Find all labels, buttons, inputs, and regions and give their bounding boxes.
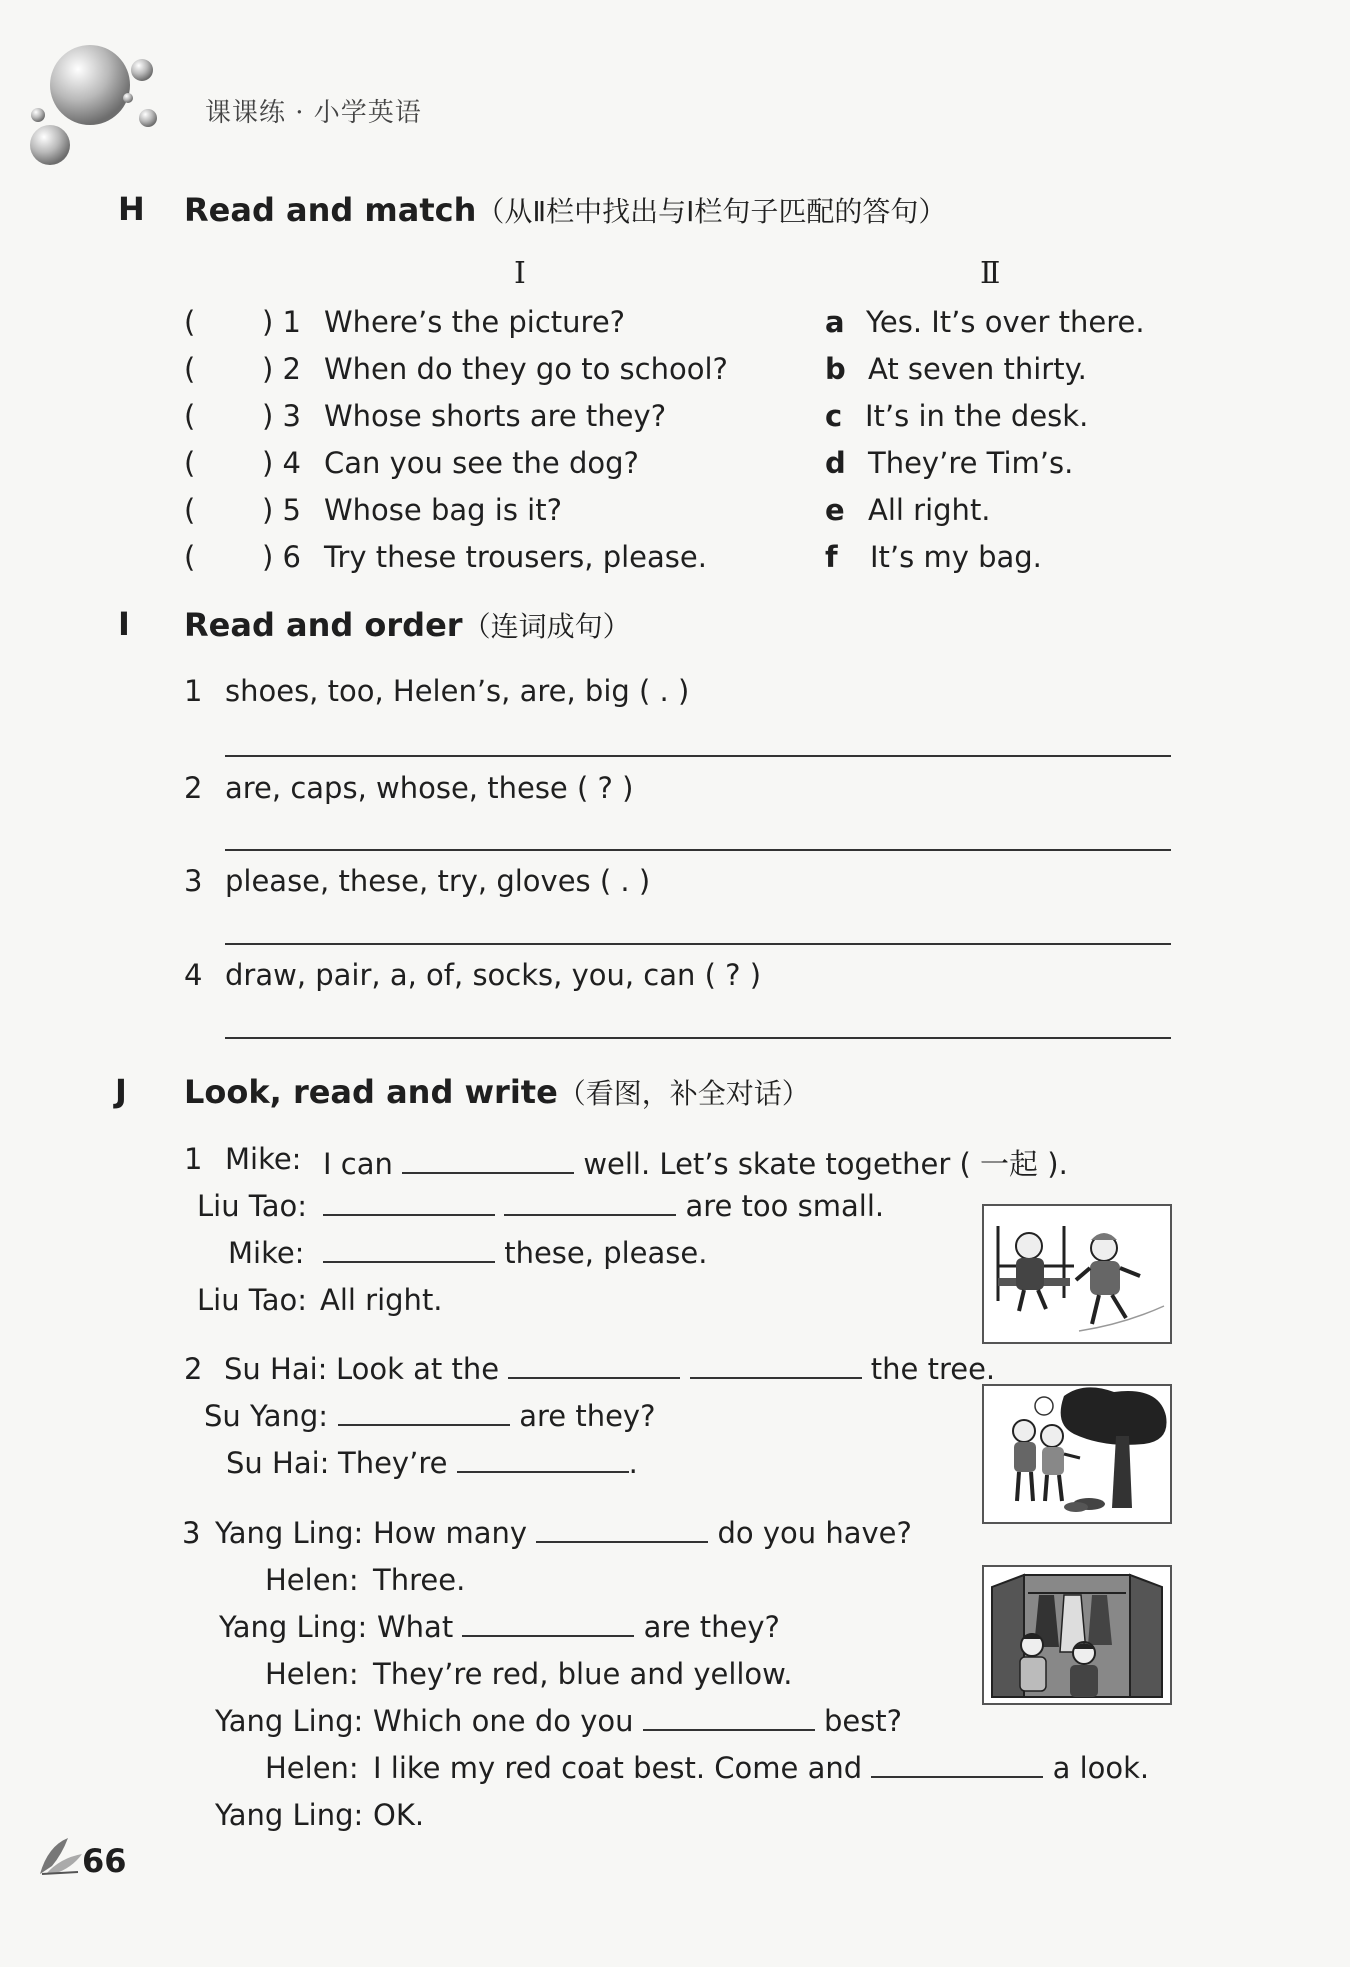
question-row-1 <box>184 305 195 339</box>
dialogue-text: I like my red coat best. Come and <box>373 1751 863 1785</box>
dialogue-3-line-3 <box>377 1610 780 1644</box>
answer-bracket-open[interactable]: ( <box>184 305 196 339</box>
question-text-5: Whose bag is it? <box>324 493 562 527</box>
order-item-number-1: 1 <box>184 674 203 708</box>
dialogue-2-line-2 <box>338 1399 655 1433</box>
page-number: 66 <box>82 1842 127 1880</box>
answer-text-c: It’s in the desk. <box>865 399 1089 433</box>
order-item-text-3: please, these, try, gloves ( . ) <box>225 864 651 898</box>
question-text-3: Whose shorts are they? <box>324 399 667 433</box>
fill-blank[interactable] <box>643 1707 815 1731</box>
answer-letter-a: a <box>825 305 845 339</box>
question-row-4 <box>184 446 195 480</box>
answer-text-e: All right. <box>868 493 991 527</box>
section-h-title-en: Read and match <box>184 191 477 229</box>
dialogue-2-line-3 <box>338 1446 638 1480</box>
leaf-icon <box>38 1836 84 1876</box>
dialogue-text: best? <box>823 1704 903 1738</box>
fill-blank[interactable] <box>402 1150 574 1174</box>
order-item-text-2: are, caps, whose, these ( ? ) <box>225 771 634 805</box>
section-j-title-cn: （看图，补全对话） <box>557 1077 810 1110</box>
dialogue-text: are too small. <box>685 1189 885 1223</box>
answer-line-2[interactable] <box>225 849 1171 851</box>
tree-shoes-illustration <box>982 1384 1172 1524</box>
question-row-2 <box>184 352 195 386</box>
question-row-6 <box>184 540 195 574</box>
answer-bracket-open[interactable]: ( <box>184 352 196 386</box>
section-h-title <box>184 190 946 230</box>
dialogue-2-speaker-1: Su Hai: <box>224 1352 328 1386</box>
answer-bracket-open[interactable]: ( <box>184 540 196 574</box>
dialogue-text: How many <box>373 1516 528 1550</box>
wardrobe-illustration <box>982 1565 1172 1705</box>
dialogue-3-speaker-4: Helen: <box>265 1657 359 1691</box>
dialogue-1-number: 1 <box>184 1142 203 1176</box>
column-2-header: Ⅱ <box>980 256 1001 291</box>
section-i-title-cn: （连词成句） <box>462 610 631 643</box>
dialogue-text: these, please. <box>504 1236 708 1270</box>
fill-blank[interactable] <box>338 1402 510 1426</box>
question-number-6: ) 6 <box>262 540 301 574</box>
dialogue-1-line-4: All right. <box>320 1283 443 1317</box>
dialogue-2-line-1 <box>336 1352 995 1386</box>
dialogue-text: are they? <box>643 1610 780 1644</box>
dialogue-3-speaker-1: Yang Ling: <box>215 1516 364 1550</box>
dialogue-3-speaker-5: Yang Ling: <box>215 1704 364 1738</box>
order-item-number-2: 2 <box>184 771 203 805</box>
dialogue-text: What <box>377 1610 454 1644</box>
section-j-title <box>184 1072 810 1112</box>
dialogue-text: a look. <box>1052 1751 1150 1785</box>
dialogue-text: . <box>628 1446 638 1480</box>
answer-text-f: It’s my bag. <box>870 540 1042 574</box>
answer-bracket-open[interactable]: ( <box>184 399 196 433</box>
skating-illustration <box>982 1204 1172 1344</box>
dialogue-1-speaker-3: Mike: <box>228 1236 305 1270</box>
question-number-4: ) 4 <box>262 446 301 480</box>
order-item-text-4: draw, pair, a, of, socks, you, can ( ? ) <box>225 958 762 992</box>
fill-blank[interactable] <box>690 1355 862 1379</box>
question-number-1: ) 1 <box>262 305 301 339</box>
section-h-title-cn: （从Ⅱ栏中找出与Ⅰ栏句子匹配的答句） <box>476 195 947 228</box>
dialogue-3-line-1 <box>373 1516 912 1550</box>
answer-line-3[interactable] <box>225 943 1171 945</box>
fill-blank[interactable] <box>508 1355 680 1379</box>
question-text-4: Can you see the dog? <box>324 446 639 480</box>
answer-text-d: They’re Tim’s. <box>868 446 1074 480</box>
section-i-title <box>184 605 631 645</box>
answer-text-b: At seven thirty. <box>868 352 1087 386</box>
dialogue-2-speaker-3: Su Hai: <box>226 1446 330 1480</box>
answer-bracket-open[interactable]: ( <box>184 446 196 480</box>
dialogue-1-line-3 <box>323 1236 707 1270</box>
question-row-3 <box>184 399 195 433</box>
column-1-header: Ⅰ <box>514 256 526 291</box>
dialogue-3-line-2: Three. <box>373 1563 466 1597</box>
bubbles-decoration <box>20 40 170 170</box>
order-item-number-4: 4 <box>184 958 203 992</box>
fill-blank[interactable] <box>504 1192 676 1216</box>
dialogue-2-number: 2 <box>184 1352 203 1386</box>
answer-bracket-open[interactable]: ( <box>184 493 196 527</box>
order-item-text-1: shoes, too, Helen’s, are, big ( . ) <box>225 674 690 708</box>
section-j-title-en: Look, read and write <box>184 1073 558 1111</box>
dialogue-3-line-7: OK. <box>373 1798 425 1832</box>
fill-blank[interactable] <box>457 1449 629 1473</box>
section-h-letter: H <box>118 190 145 228</box>
dialogue-3-number: 3 <box>182 1516 201 1550</box>
dialogue-3-speaker-3: Yang Ling: <box>219 1610 368 1644</box>
answer-letter-b: b <box>825 352 846 386</box>
header-title: 课课练 · 小学英语 <box>205 98 422 128</box>
dialogue-2-speaker-2: Su Yang: <box>204 1399 329 1433</box>
question-number-3: ) 3 <box>262 399 301 433</box>
question-row-5 <box>184 493 195 527</box>
dialogue-3-line-4: They’re red, blue and yellow. <box>373 1657 793 1691</box>
section-i-title-en: Read and order <box>184 606 463 644</box>
dialogue-3-speaker-2: Helen: <box>265 1563 359 1597</box>
fill-blank[interactable] <box>462 1613 634 1637</box>
dialogue-1-speaker-1: Mike: <box>225 1142 302 1176</box>
dialogue-text: I can <box>323 1147 393 1181</box>
dialogue-1-speaker-4: Liu Tao: <box>197 1283 308 1317</box>
dialogue-1-line-2 <box>323 1189 884 1223</box>
dialogue-1-speaker-2: Liu Tao: <box>197 1189 308 1223</box>
dialogue-3-speaker-6: Helen: <box>265 1751 359 1785</box>
dialogue-3-line-6 <box>373 1751 1149 1785</box>
dialogue-3-line-5 <box>373 1704 902 1738</box>
fill-blank[interactable] <box>871 1754 1043 1778</box>
dialogue-text: They’re <box>338 1446 448 1480</box>
question-text-6: Try these trousers, please. <box>324 540 707 574</box>
answer-line-1[interactable] <box>225 755 1171 757</box>
dialogue-text: the tree. <box>870 1352 996 1386</box>
section-i-letter: I <box>118 605 130 643</box>
question-text-2: When do they go to school? <box>324 352 728 386</box>
question-number-2: ) 2 <box>262 352 301 386</box>
dialogue-text: Which one do you <box>373 1704 634 1738</box>
question-text-1: Where’s the picture? <box>324 305 626 339</box>
fill-blank[interactable] <box>323 1239 495 1263</box>
fill-blank[interactable] <box>536 1519 708 1543</box>
fill-blank[interactable] <box>323 1192 495 1216</box>
section-j-letter: J <box>115 1072 127 1110</box>
answer-line-4[interactable] <box>225 1037 1171 1039</box>
dialogue-3-speaker-7: Yang Ling: <box>215 1798 364 1832</box>
answer-letter-d: d <box>825 446 846 480</box>
dialogue-text: Look at the <box>336 1352 500 1386</box>
question-number-5: ) 5 <box>262 493 301 527</box>
dialogue-text: do you have? <box>717 1516 912 1550</box>
answer-letter-e: e <box>825 493 845 527</box>
order-item-number-3: 3 <box>184 864 203 898</box>
dialogue-text: well. Let’s skate together ( 一起 ). <box>583 1147 1068 1181</box>
answer-letter-c: c <box>825 399 843 433</box>
dialogue-1-line-1 <box>323 1142 1068 1183</box>
answer-letter-f: f <box>825 540 838 574</box>
answer-text-a: Yes. It’s over there. <box>866 305 1145 339</box>
dialogue-text: are they? <box>519 1399 656 1433</box>
